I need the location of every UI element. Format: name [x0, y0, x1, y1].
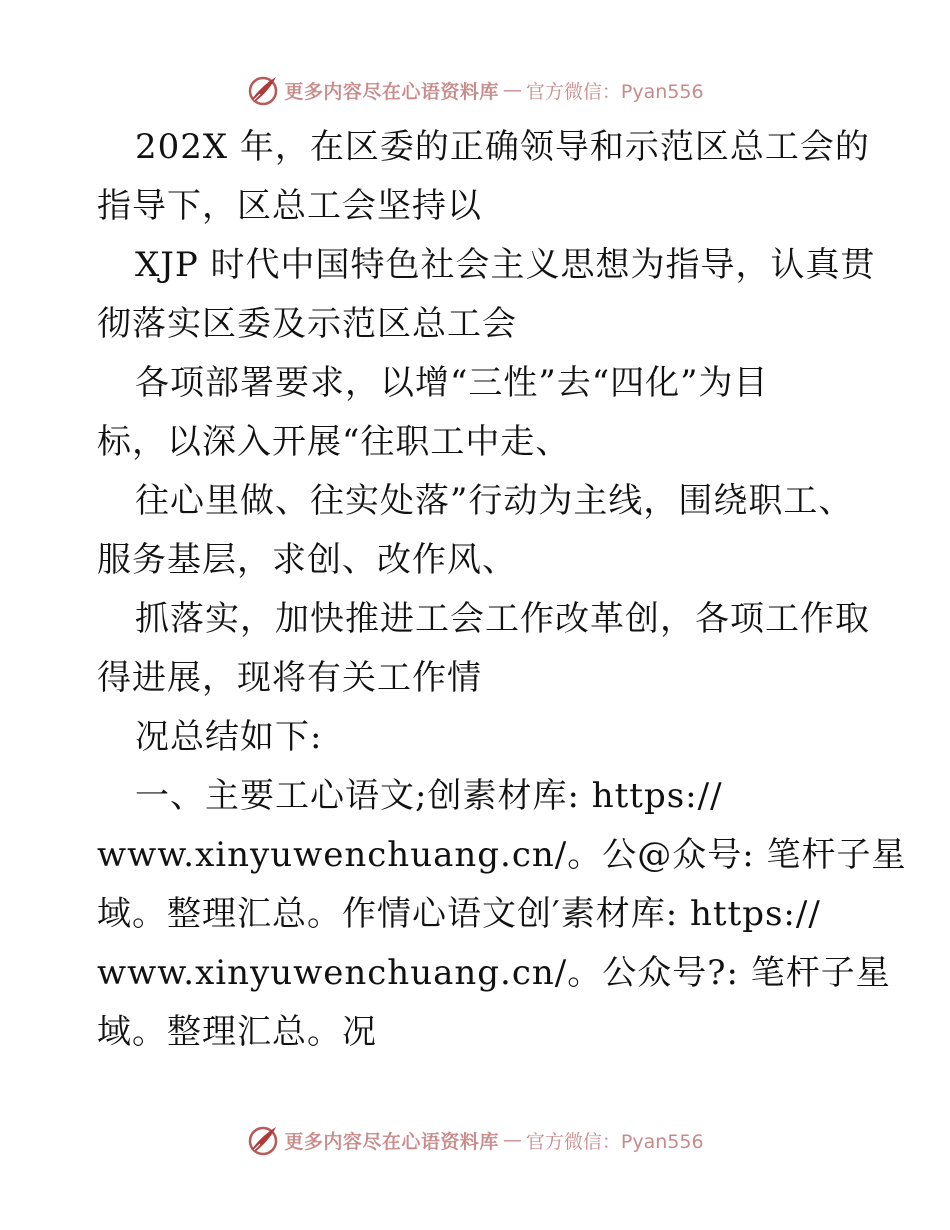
document-line: 得进展，现将有关工作情: [97, 658, 482, 698]
document-line: 服务基层，求创、改作风、: [97, 540, 517, 580]
document-line: 各项部署要求，以增“三性”去“四化”为目: [135, 363, 769, 403]
document-line: 况总结如下:: [135, 717, 323, 757]
header-watermark: [0, 70, 950, 110]
document-line: 域。整理汇总。作情心语文创′素材库: https://: [97, 894, 821, 934]
watermark-contact-text: 官方微信：Pyan556: [525, 1130, 704, 1153]
document-line: 202X 年，在区委的正确领导和示范区总工会的: [135, 127, 870, 167]
watermark-contact-text: 官方微信：Pyan556: [525, 80, 704, 103]
watermark-site-text: 更多内容尽在心语资料库: [284, 1130, 499, 1153]
document-line: XJP 时代中国特色社会主义思想为指导，认真贯: [135, 245, 876, 285]
feather-pen-logo-icon: [246, 1123, 280, 1157]
document-line: 一、主要工心语文;创素材库: https://: [135, 776, 723, 816]
document-body: [97, 118, 907, 1062]
watermark-separator: —: [502, 79, 522, 101]
document-line: 往心里做、往实处落”行动为主线，围绕职工、: [135, 481, 854, 521]
watermark-separator: —: [502, 1129, 522, 1151]
document-line: 指导下，区总工会坚持以: [97, 186, 482, 226]
document-line: 域。整理汇总。况: [97, 1012, 377, 1052]
document-line: 彻落实区委及示范区总工会: [97, 304, 517, 344]
feather-pen-logo-icon: [246, 73, 280, 107]
document-line: 标，以深入开展“往职工中走、: [97, 422, 571, 462]
document-line: www.xinyuwenchuang.cn/。公@众号: 笔杆子星: [97, 835, 907, 875]
watermark-site-text: 更多内容尽在心语资料库: [284, 80, 499, 103]
footer-watermark: [0, 1120, 950, 1160]
document-line: www.xinyuwenchuang.cn/。公众号?: 笔杆子星: [97, 953, 891, 993]
document-line: 抓落实，加快推进工会工作改革创，各项工作取: [135, 599, 870, 639]
